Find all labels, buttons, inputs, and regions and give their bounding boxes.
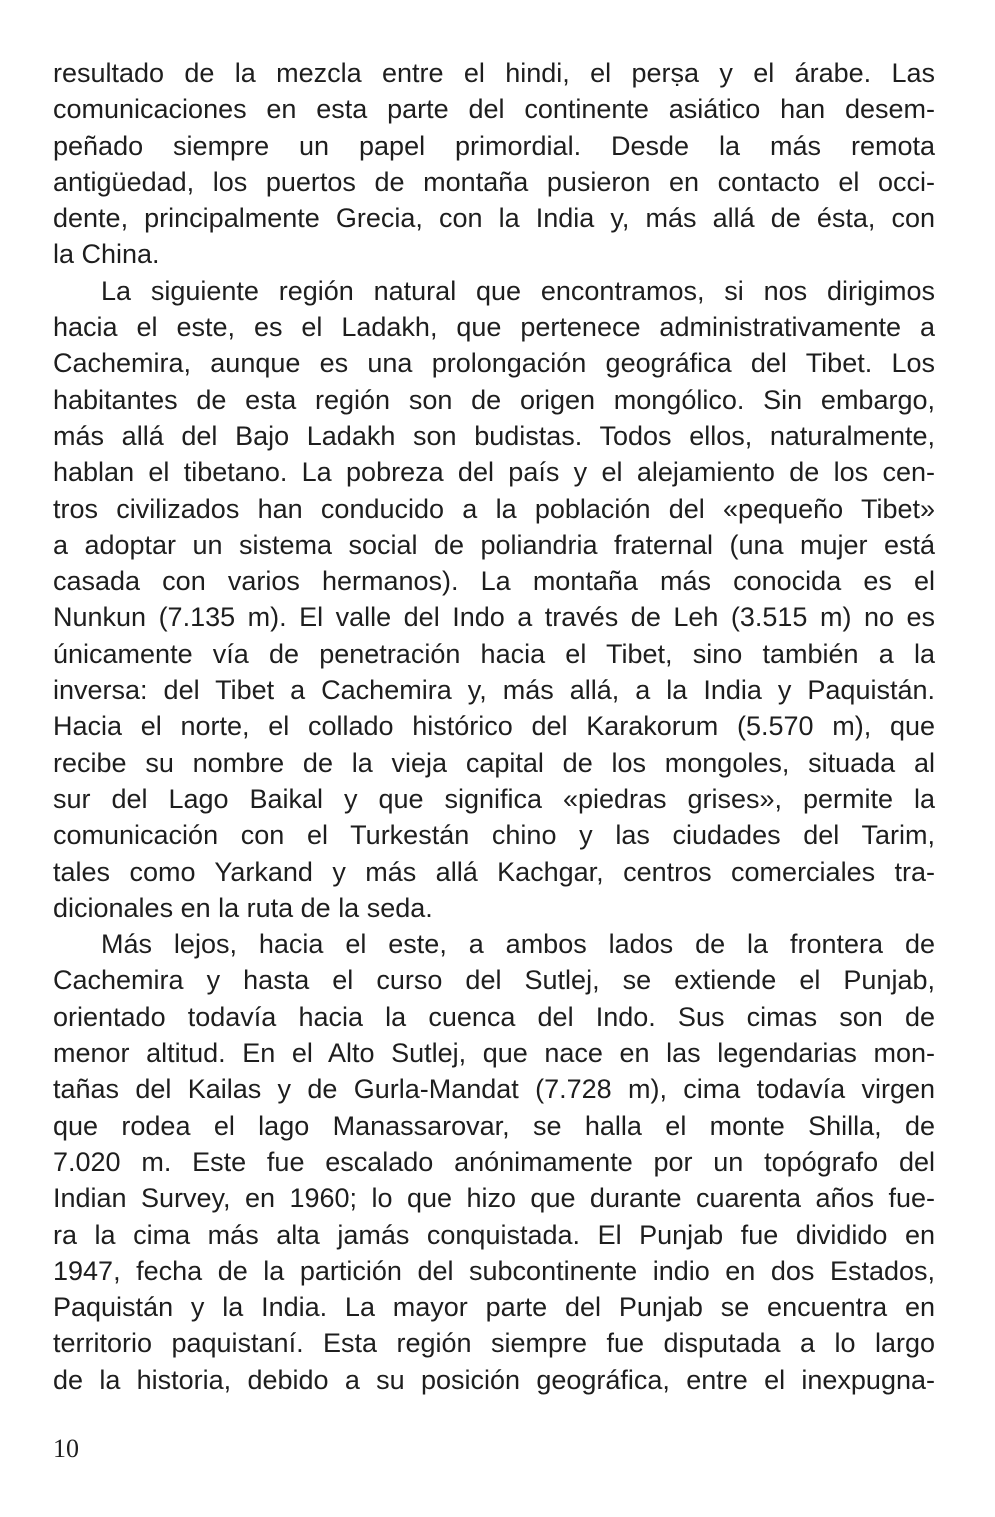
text-line: dente, principalmente Grecia, con la India y, más allá de ésta, con — [53, 203, 935, 234]
text-line: casada con varios hermanos). La montaña más conocida es el — [53, 566, 935, 597]
text-line: antigüedad, los puertos de montaña pusieron en contacto el occi- — [53, 166, 935, 197]
text-line: a adoptar un sistema social de poliandria fraternal (una mujer está — [53, 529, 935, 560]
text-line: resultado de la mezcla entre el hindi, el perṣa y el árabe. Las — [53, 58, 935, 88]
text-line: recibe su nombre de la vieja capital de los mongoles, situada al — [53, 747, 935, 778]
text-line: comunicación con el Turkestán chino y las ciudades del Tarim, — [53, 820, 935, 851]
text-line: tañas del Kailas y de Gurla-Mandat (7.728 m), cima todavía virgen — [53, 1074, 935, 1105]
text-line: únicamente vía de penetración hacia el Tibet, sino también a la — [53, 638, 935, 669]
text-line: menor altitud. En el Alto Sutlej, que nace en las legendarias mon- — [53, 1038, 935, 1069]
text-line: Paquistán y la India. La mayor parte del Punjab se encuentra en — [53, 1292, 935, 1323]
text-line: tros civilizados han conducido a la población del «pequeño Tibet» — [53, 493, 935, 524]
text-line: más allá del Bajo Ladakh son budistas. Todos ellos, naturalmente, — [53, 420, 935, 451]
page-number: 10 — [53, 1434, 79, 1463]
text-line: La siguiente región natural que encontramos, si nos dirigimos — [101, 275, 935, 306]
text-line: Indian Survey, en 1960; lo que hizo que durante cuarenta años fue- — [53, 1183, 935, 1214]
text-line: dicionales en la ruta de la seda. — [53, 892, 433, 923]
paragraph — [53, 926, 935, 1398]
text-line: peñado siempre un papel primordial. Desde la más remota — [53, 130, 935, 161]
text-line: tales como Yarkand y más allá Kachgar, centros comerciales tra- — [53, 856, 935, 887]
text-line: 7.020 m. Este fue escalado anónimamente por un topógrafo del — [53, 1146, 935, 1177]
text-line: de la historia, debido a su posición geográfica, entre el inexpugna- — [53, 1364, 935, 1395]
text-line: ra la cima más alta jamás conquistada. El Punjab fue dividido en — [53, 1219, 935, 1250]
text-line: Más lejos, hacia el este, a ambos lados de la frontera de — [101, 929, 935, 960]
text-line: Nunkun (7.135 m). El valle del Indo a través de Leh (3.515 m) no es — [53, 602, 935, 633]
text-line: habitantes de esta región son de origen mongólico. Sin embargo, — [53, 384, 935, 415]
text-line: hablan el tibetano. La pobreza del país y el alejamiento de los cen- — [53, 457, 935, 488]
text-line: Cachemira, aunque es una prolongación geográfica del Tibet. Los — [53, 348, 935, 379]
text-line: orientado todavía hacia la cuenca del Indo. Sus cimas son de — [53, 1001, 935, 1032]
text-line: que rodea el lago Manassarovar, se halla el monte Shilla, de — [53, 1110, 935, 1141]
text-line: territorio paquistaní. Esta región siempre fue disputada a lo largo — [53, 1328, 935, 1359]
text-line: 1947, fecha de la partición del subcontinente indio en dos Estados, — [53, 1255, 935, 1286]
text-line: Cachemira y hasta el curso del Sutlej, se extiende el Punjab, — [53, 965, 935, 996]
body-text — [53, 55, 935, 1398]
text-line: comunicaciones en esta parte del continente asiático han desem- — [53, 94, 935, 125]
text-line: hacia el este, es el Ladakh, que pertenece administrativamente a — [53, 312, 935, 343]
text-line: la China. — [53, 239, 160, 270]
text-line: sur del Lago Baikal y que significa «piedras grises», permite la — [53, 783, 935, 814]
paragraph — [53, 273, 935, 926]
text-line: inversa: del Tibet a Cachemira y, más allá, a la India y Paquistán. — [53, 675, 935, 706]
paragraph — [53, 55, 935, 273]
text-line: Hacia el norte, el collado histórico del Karakorum (5.570 m), que — [53, 711, 935, 742]
